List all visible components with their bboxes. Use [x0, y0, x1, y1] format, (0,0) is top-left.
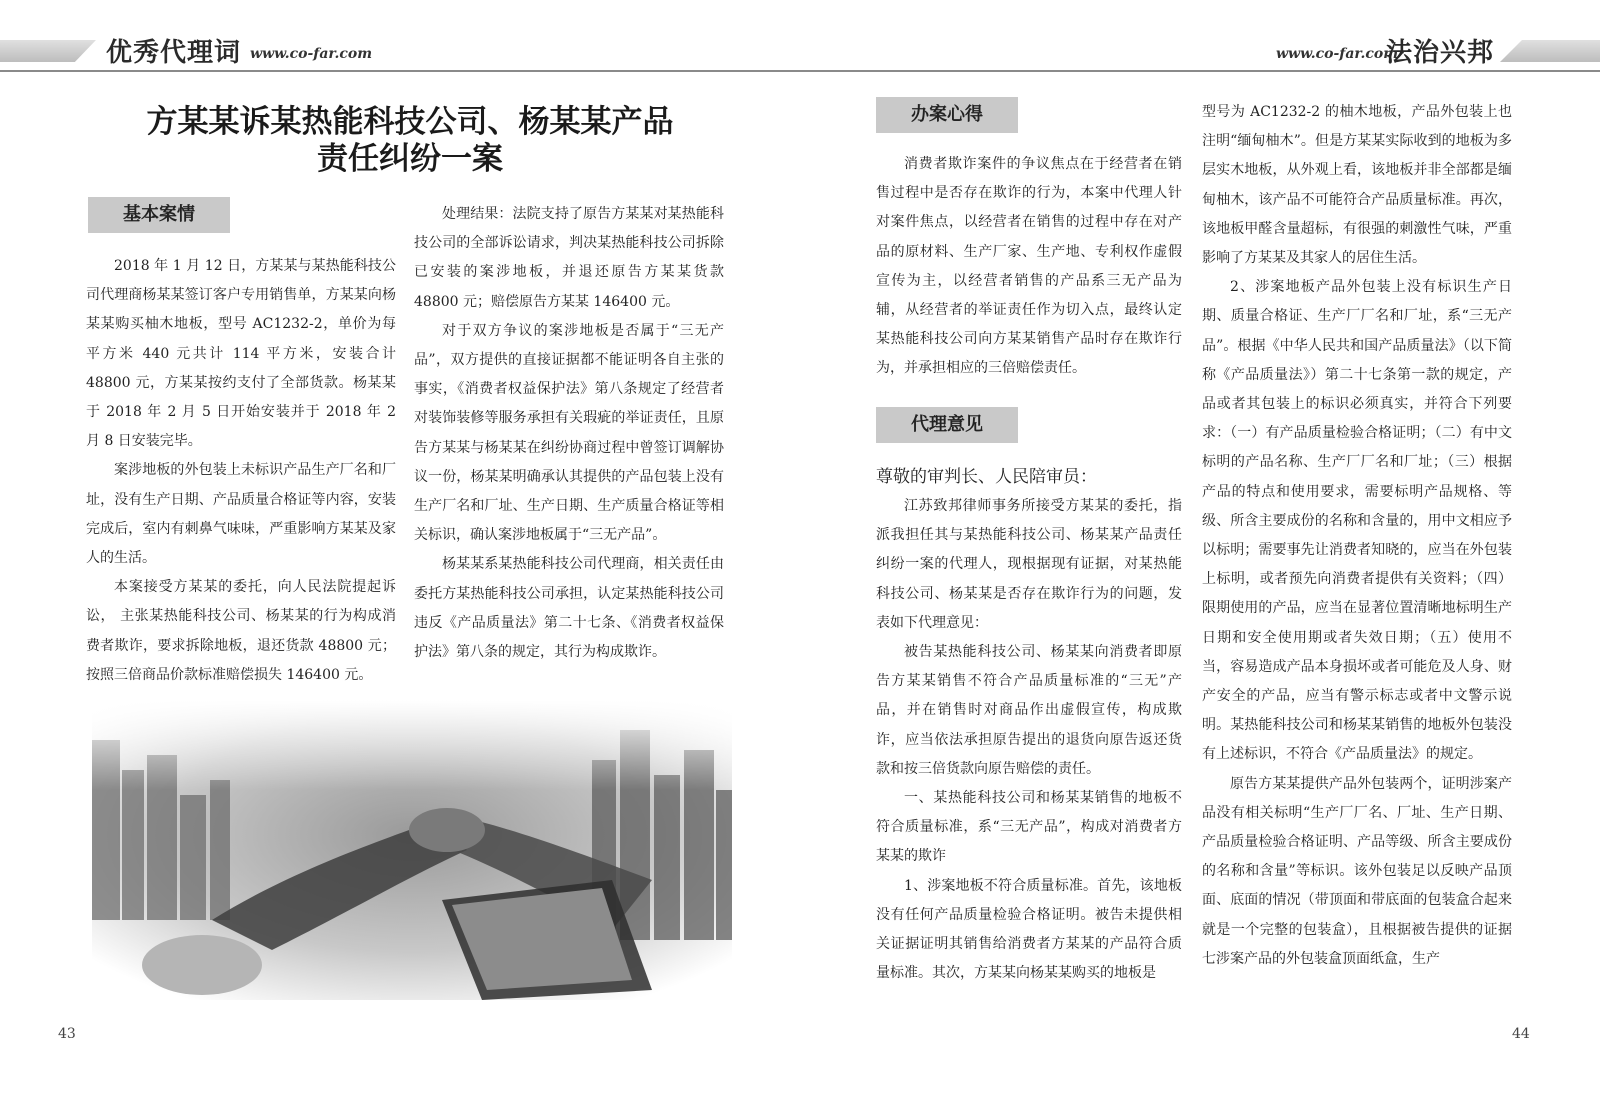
header-bar-left	[0, 40, 96, 62]
salutation: 尊敬的审判长、人民陪审员：	[876, 467, 1097, 487]
header-bar-right	[1500, 40, 1600, 62]
paragraph: 2、涉案地板产品外包装上没有标识生产日期、质量合格证、生产厂厂名和厂址，系“三无产品”。根据《中华人民共和国产品质量法》（以下简称《产品质量法》）第二十七条第一款的规定，产品或者其包装上的标识必须真实，并符合下列要求：（一）有产品质量检验合格证明；（二）有中文标明的产品名称、生产厂厂名和厂址；（三）根据产品的特点和使用要求，需要标明产品规格、等级、所含主要成份的名称和含量的，用中文相应予以标明；需要事先让消费者知晓的，应当在外包装上标明，或者预先向消费者提供有关资料；（四）限期使用的产品，应当在显著位置清晰地标明生产日期和安全使用期或者失效日期；（五）使用不当，容易造成产品本身损坏或者可能危及人身、财产安全的产品，应当有警示标志或者中文警示说明。某热能科技公司和杨某某销售的地板外包装没有上述标识，不符合《产品质量法》的规定。	[1202, 279, 1512, 763]
section-basic-case: 基本案情	[88, 197, 230, 233]
paragraph: 2018 年 1 月 12 日，方某某与某热能科技公司代理商杨某某签订客户专用销售单，方某某向杨某某购买柚木地板，型号 AC1232-2，单价为每平方米 440 元共计 114 平方米，安装合计 48800 元，方某某按约支付了全部货款。杨某某于 2018 年 2 月 5 日开始安装并于 2018 年 2 月 8 日安装完毕。	[86, 258, 396, 450]
header-left-url: www.co-far.com	[250, 46, 373, 62]
article-title-line1: 方某某诉某热能科技公司、杨某某产品	[146, 104, 674, 140]
header-rule-left	[0, 70, 800, 72]
paragraph: 型号为 AC1232-2 的柚木地板，产品外包装上也注明“缅甸柚木”。但是方某某实际收到的地板为多层实木地板，从外观上看，该地板并非全部都是缅甸柚木，该产品不可能符合产品质量标准。再次，该地板甲醛含量超标，有很强的刺激性气味，严重影响了方某某及其家人的居住生活。	[1202, 104, 1512, 267]
page-number-right: 44	[1512, 1026, 1530, 1042]
paragraph: 杨某某系某热能科技公司代理商，相关责任由委托方某热能科技公司承担，认定某热能科技公司违反《产品质量法》第二十七条、《消费者权益保护法》第八条的规定，其行为构成欺诈。	[414, 556, 724, 661]
paragraph: 原告方某某提供产品外包装两个，证明涉案产品没有相关标明“生产厂厂名、厂址、生产日期、产品质量检验合格证明、产品等级、所含主要成份的名称和含量”等标识。该外包装足以反映产品顶面、底面的情况（带顶面和带底面的包装盒合起来就是一个完整的包装盒），且根据被告提供的证据七涉案产品的外包装盒顶面纸盒，生产	[1202, 775, 1512, 967]
column-basic-case	[86, 252, 396, 690]
column-experience	[876, 150, 1182, 384]
handshake-city-photo	[92, 700, 732, 1000]
header-right-url: www.co-far.com	[1276, 46, 1399, 62]
column-result	[414, 200, 724, 667]
paragraph: 处理结果：法院支持了原告方某某对某热能科技公司的全部诉讼请求，判决某热能科技公司拆除已安装的案涉地板，并退还原告方某某货款 48800 元；赔偿原告方某某 146400 元。	[414, 206, 724, 310]
header-rule-right	[800, 70, 1600, 72]
paragraph: 案涉地板的外包装上未标识产品生产厂名和厂址，没有生产日期、产品质量合格证等内容，安装完成后，室内有刺鼻气味味，严重影响方某某及家人的生活。	[86, 462, 396, 567]
paragraph: 被告某热能科技公司、杨某某向消费者即原告方某某销售不符合产品质量标准的“三无”产品，并在销售时对商品作出虚假宣传，构成欺诈，应当依法承担原告提出的退货向原告返还货款和按三倍货款向原告赔偿的责任。	[876, 644, 1182, 777]
paragraph: 1、涉案地板不符合质量标准。首先，该地板没有任何产品质量检验合格证明。被告未提供相关证据证明其销售给消费者方某某的产品符合质量标准。其次，方某某向杨某某购买的地板是	[876, 877, 1182, 982]
page-number-left: 43	[58, 1026, 76, 1042]
article-title	[90, 104, 730, 178]
column-opinion	[876, 462, 1182, 988]
paragraph: 消费者欺诈案件的争议焦点在于经营者在销售过程中是否存在欺诈的行为，本案中代理人针对案件焦点，以经营者在销售的过程中存在对产品的原材料、生产厂家、生产地、专利权作虚假宣传为主，以经营者销售的产品系三无产品为辅，从经营者的举证责任作为切入点，最终认定某热能科技公司向方某某销售产品时存在欺诈行为，并承担相应的三倍赔偿责任。	[876, 156, 1182, 377]
section-experience: 办案心得	[876, 97, 1018, 133]
paragraph: 江苏致邦律师事务所接受方某某的委托，指派我担任其与某热能科技公司、杨某某产品责任纠纷一案的代理人，现根据现有证据，对某热能科技公司、杨某某是否存在欺诈行为的问题，发表如下代理意见：	[876, 498, 1182, 631]
header-left-title: 优秀代理词	[106, 38, 242, 68]
article-title-line2: 责任纠纷一案	[317, 141, 503, 177]
paragraph: 一、某热能科技公司和杨某某销售的地板不符合质量标准，系“三无产品”，构成对消费者方某某的欺诈	[876, 790, 1182, 865]
section-opinion: 代理意见	[876, 407, 1018, 443]
paragraph: 对于双方争议的案涉地板是否属于“三无产品”，双方提供的直接证据都不能证明各自主张的事实，《消费者权益保护法》第八条规定了经营者对装饰装修等服务承担有关瑕疵的举证责任，且原告方某某与杨某某在纠纷协商过程中曾签订调解协议一份，杨某某明确承认其提供的产品包装上没有生产厂名和厂址、生产日期、生产质量合格证等相关标识，确认案涉地板属于“三无产品”。	[414, 322, 724, 544]
column-opinion-continued	[1202, 98, 1512, 974]
header-right-title: 法治兴邦	[1386, 38, 1495, 68]
paragraph: 本案接受方某某的委托，向人民法院提起诉讼， 主张某热能科技公司、杨某某的行为构成消费者欺诈，要求拆除地板，退还货款 48800 元；按照三倍商品价款标准赔偿损失 146400 元。	[86, 579, 396, 683]
